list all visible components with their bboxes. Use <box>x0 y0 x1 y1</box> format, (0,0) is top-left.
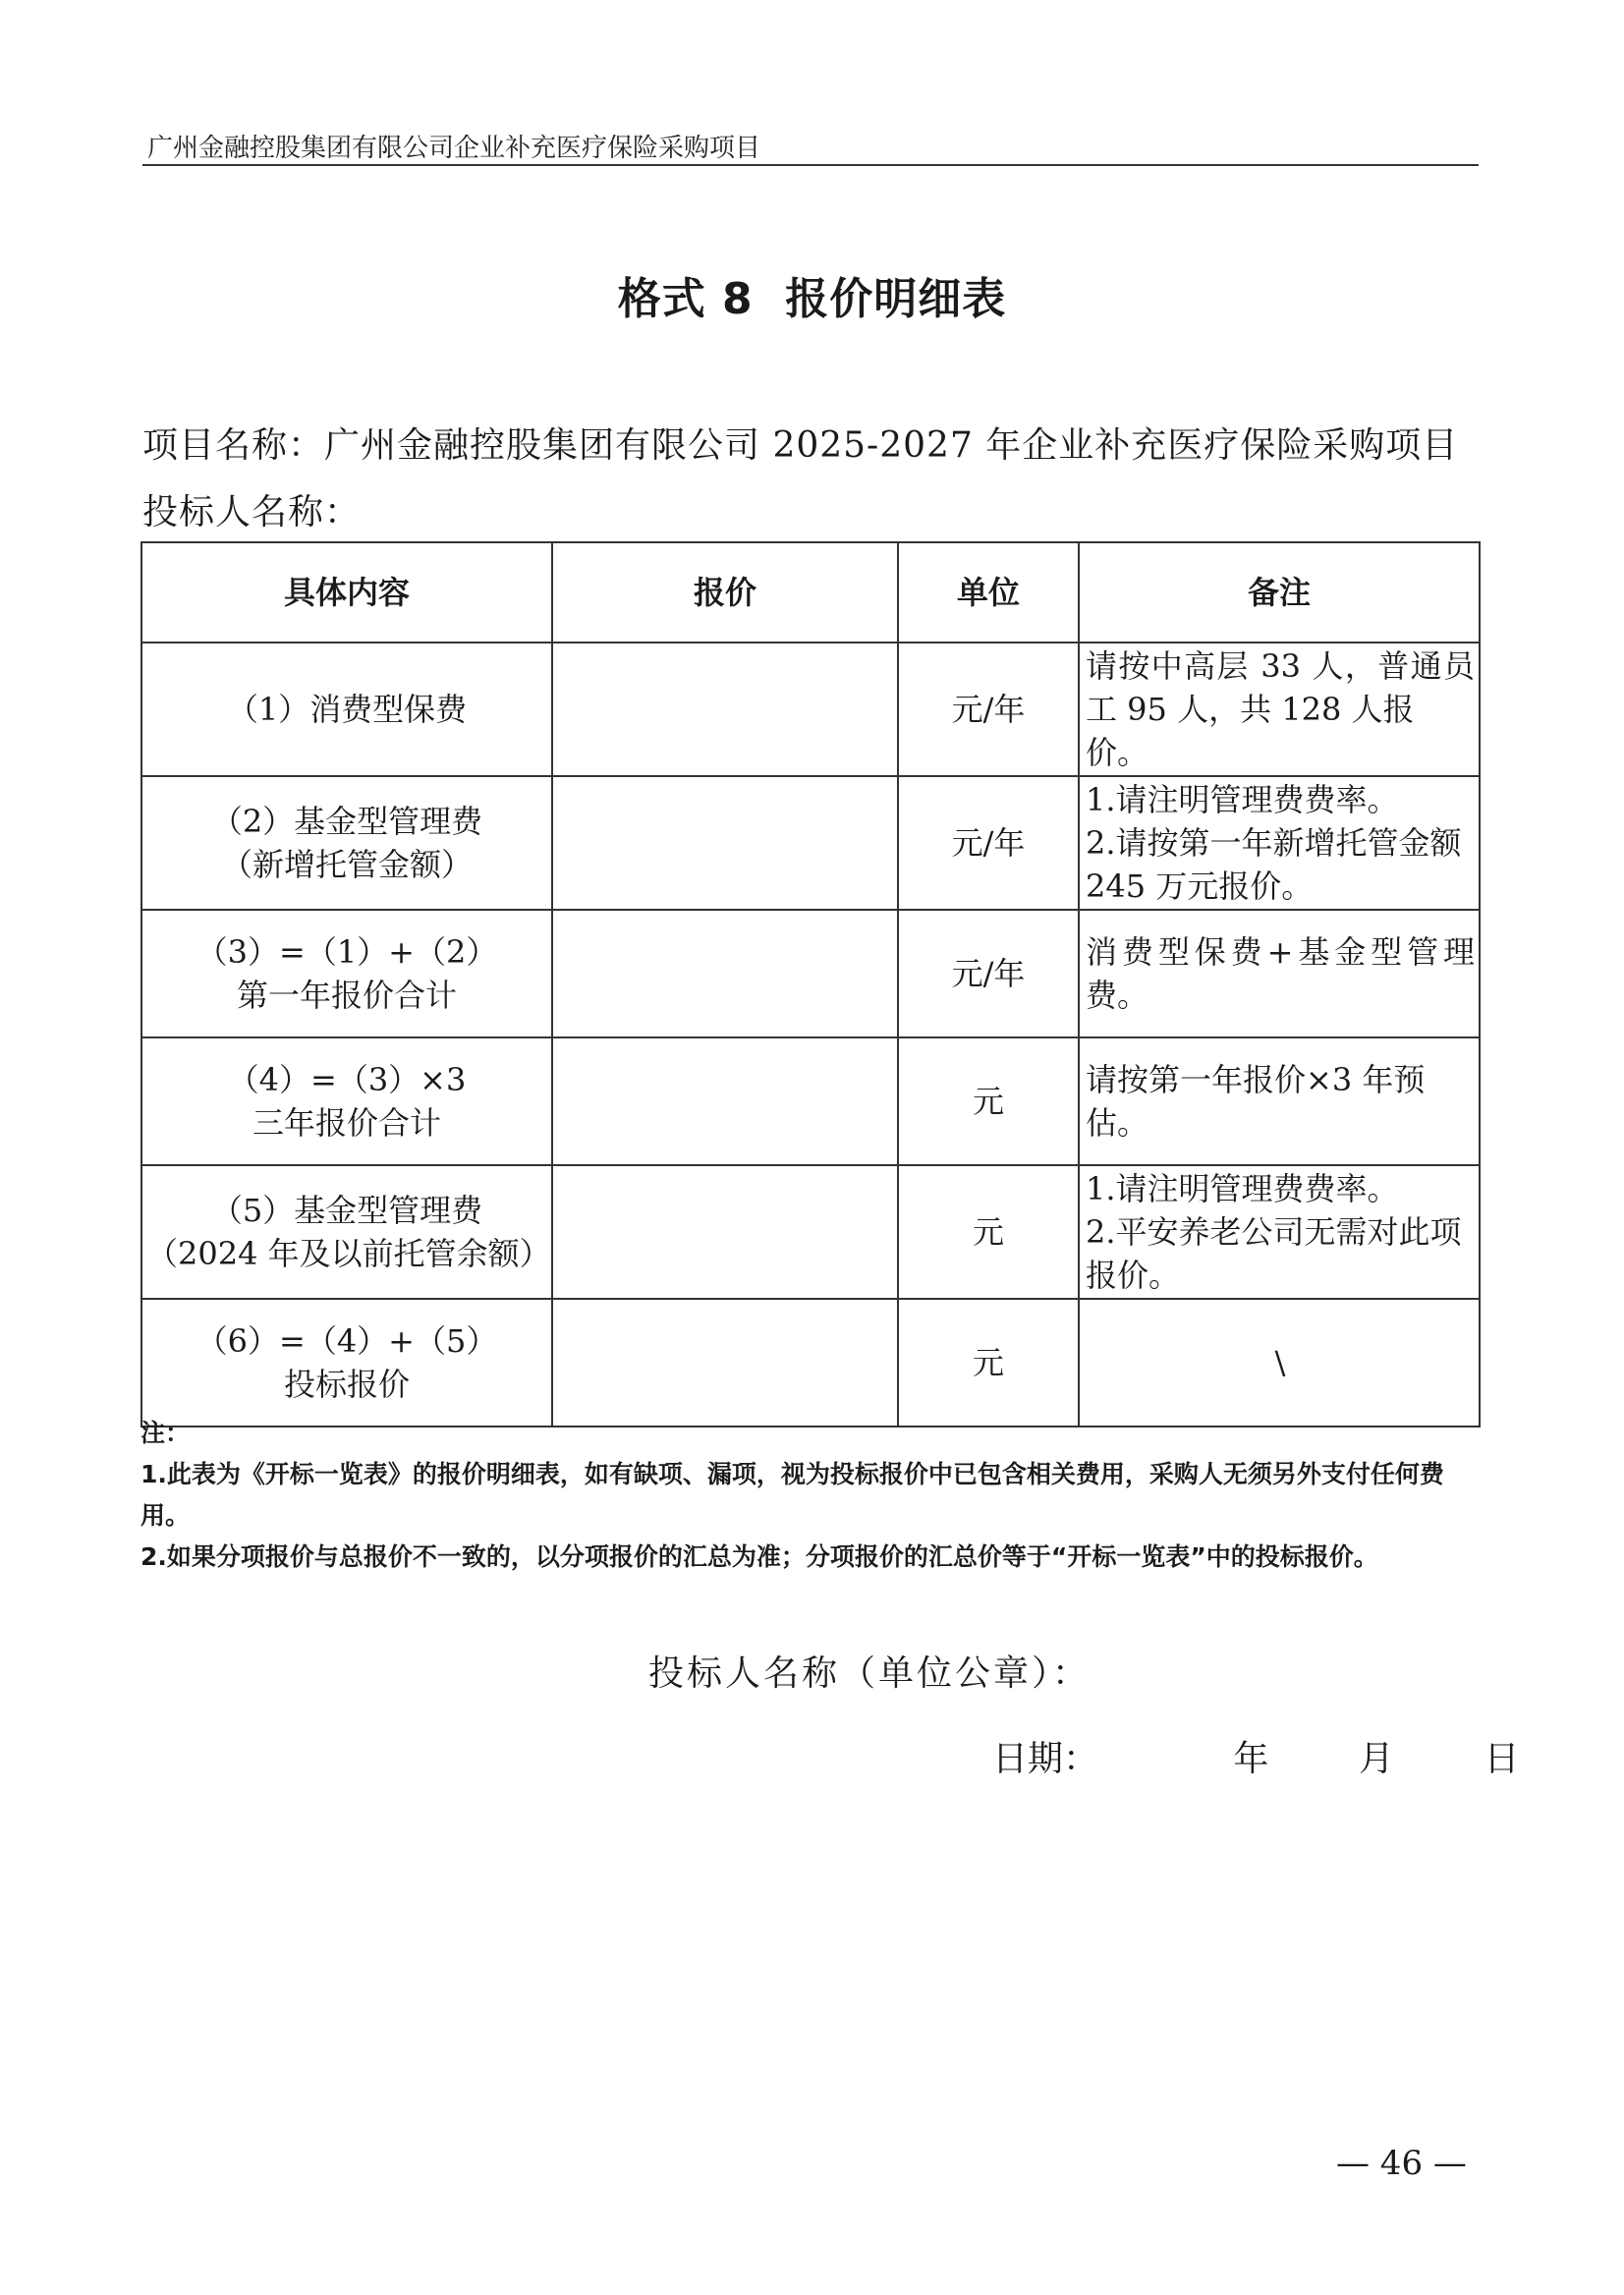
header-remark: 备注 <box>1079 542 1480 643</box>
item-cell <box>141 776 552 910</box>
price-cell <box>552 910 898 1037</box>
item-cell <box>141 910 552 1037</box>
remark-cell <box>1079 1037 1480 1165</box>
table-row <box>141 910 1480 1037</box>
price-cell <box>552 1037 898 1165</box>
item-text: 第一年报价合计 <box>236 977 457 1014</box>
unit-cell: 元 <box>898 1165 1079 1299</box>
remark-text: 消费型保费+基金型管理 <box>1086 933 1475 971</box>
note-item: 2.如果分项报价与总报价不一致的，以分项报价的汇总为准；分项报价的汇总价等于“开标一览表”中的投标报价。 <box>140 1542 1378 1571</box>
header-divider <box>142 164 1479 166</box>
item-cell <box>141 1165 552 1299</box>
remark-text: 请按第一年报价×3 年预估。 <box>1086 1061 1426 1142</box>
item-text: （2）基金型管理费 <box>210 803 483 840</box>
remark-text: 2.请按第一年新增托管金额 <box>1086 824 1462 862</box>
price-cell <box>552 1299 898 1427</box>
remark-text: 报价。 <box>1086 1257 1181 1294</box>
item-text: （5）基金型管理费 <box>210 1192 483 1229</box>
item-text: （6）=（4）+（5） <box>196 1322 498 1360</box>
project-name-line: 项目名称：广州金融控股集团有限公司 2025-2027 年企业补充医疗保险采购项目 <box>142 425 1459 466</box>
remark-text: 2.平安养老公司无需对此项 <box>1086 1213 1462 1251</box>
unit-cell: 元/年 <box>898 776 1079 910</box>
table-row <box>141 1037 1480 1165</box>
remark-text: 工 95 人，共 128 人报价。 <box>1086 691 1415 771</box>
price-cell <box>552 643 898 776</box>
notes-heading: 注： <box>140 1419 191 1447</box>
table-header-row <box>141 542 1480 643</box>
table-row <box>141 643 1480 776</box>
table-row <box>141 1165 1480 1299</box>
item-text: （1）消费型保费 <box>226 691 468 728</box>
remark-cell <box>1079 910 1480 1037</box>
unit-cell: 元/年 <box>898 643 1079 776</box>
date-label: 日期： <box>992 1739 1099 1779</box>
remark-text: 费。 <box>1086 977 1149 1014</box>
item-text: （3）=（1）+（2） <box>196 933 498 971</box>
item-text: （4）=（3）×3 <box>227 1061 467 1098</box>
header-price: 报价 <box>552 542 898 643</box>
price-cell <box>552 1165 898 1299</box>
header-content: 具体内容 <box>141 542 552 643</box>
remark-cell <box>1079 643 1480 776</box>
remark-text: 请按中高层 33 人，普通员 <box>1086 647 1475 685</box>
date-year: 年 <box>1233 1739 1269 1779</box>
bidder-name-line: 投标人名称： <box>142 492 362 532</box>
date-line <box>992 1731 1519 1781</box>
remark-cell <box>1079 1165 1480 1299</box>
remark-cell <box>1079 776 1480 910</box>
remark-cell <box>1079 1299 1480 1427</box>
item-text: （2024 年及以前托管余额） <box>146 1235 551 1272</box>
date-day: 日 <box>1484 1739 1520 1779</box>
unit-cell: 元 <box>898 1299 1079 1427</box>
unit-cell: 元 <box>898 1037 1079 1165</box>
item-text: （新增托管金额） <box>220 846 473 883</box>
bidder-seal-label: 投标人名称（单位公章）： <box>648 1653 1092 1694</box>
remark-text: 245 万元报价。 <box>1086 868 1314 905</box>
unit-cell: 元/年 <box>898 910 1079 1037</box>
remark-text: 1.请注明管理费费率。 <box>1086 1170 1399 1207</box>
notes-section <box>140 1413 1482 1578</box>
item-text: 三年报价合计 <box>252 1104 441 1142</box>
remark-text: \ <box>1274 1344 1286 1381</box>
price-cell <box>552 776 898 910</box>
header-unit: 单位 <box>898 542 1079 643</box>
item-cell <box>141 643 552 776</box>
remark-text: 1.请注明管理费费率。 <box>1086 781 1399 818</box>
page-title: 格式 8 报价明细表 <box>617 274 1007 324</box>
item-cell <box>141 1037 552 1165</box>
table-row <box>141 776 1480 910</box>
item-text: 投标报价 <box>283 1366 410 1403</box>
note-item: 1.此表为《开标一览表》的报价明细表，如有缺项、漏项，视为投标报价中已包含相关费用，采购人无须另外支付任何费用。 <box>140 1460 1444 1530</box>
date-month: 月 <box>1358 1739 1394 1779</box>
price-detail-table <box>140 541 1481 1427</box>
item-cell <box>141 1299 552 1427</box>
table-row <box>141 1299 1480 1427</box>
running-header: 广州金融控股集团有限公司企业补充医疗保险采购项目 <box>147 134 761 163</box>
page-number: — 46 — <box>1336 2144 1467 2183</box>
